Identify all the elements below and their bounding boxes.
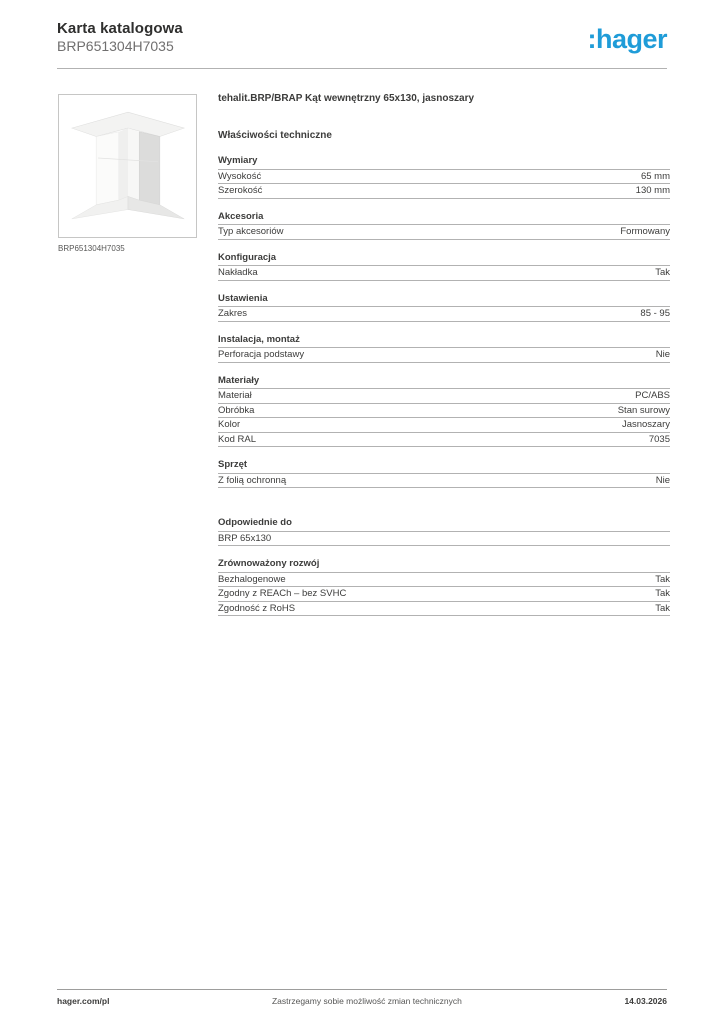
- spec-label: BRP 65x130: [218, 532, 272, 544]
- spec-section-title: Odpowiednie do: [218, 518, 670, 532]
- spec-section-title: Ustawienia: [218, 294, 670, 308]
- spec-rows: [218, 389, 670, 447]
- spec-value: Stan surowy: [617, 404, 670, 416]
- spec-section: [218, 212, 670, 240]
- spec-value: 85 - 95: [640, 308, 670, 319]
- footer: [57, 989, 667, 1006]
- spec-label: Perforacja podstawy: [218, 349, 305, 360]
- spec-rows: [218, 532, 670, 547]
- spec-section-title: Akcesoria: [218, 212, 670, 226]
- spec-value: 65 mm: [640, 170, 670, 182]
- spec-label: Zakres: [218, 308, 248, 319]
- spec-section-title: Wymiary: [218, 156, 670, 170]
- spec-row: [218, 587, 670, 602]
- spec-section: [218, 460, 670, 488]
- footer-disclaimer: Zastrzegamy sobie możliwość zmian technicznych: [271, 996, 462, 1006]
- spec-section: [218, 335, 670, 363]
- spec-rows: [218, 307, 670, 322]
- spec-rows: [218, 474, 670, 489]
- header-divider: [57, 68, 667, 69]
- spec-row: [218, 418, 670, 433]
- spec-label: Wysokość: [218, 170, 262, 182]
- spec-section: [218, 376, 670, 448]
- spec-value: Nie: [655, 349, 670, 360]
- spec-label: Obróbka: [218, 404, 255, 416]
- spec-value: Tak: [655, 602, 670, 614]
- spec-row: [218, 170, 670, 185]
- spec-label: Bezhalogenowe: [218, 573, 286, 585]
- spec-sections: [218, 156, 670, 616]
- product-reference: BRP651304H7035: [57, 38, 174, 54]
- spec-section: [218, 518, 670, 546]
- spec-row: [218, 389, 670, 404]
- product-title: tehalit.BRP/BRAP Kąt wewnętrzny 65x130, jasnoszary: [218, 93, 475, 104]
- spec-label: Kod RAL: [218, 433, 257, 445]
- spec-value: Tak: [655, 573, 670, 585]
- spec-value: 7035: [648, 433, 670, 445]
- spec-row: [218, 433, 670, 448]
- spec-row: [218, 602, 670, 617]
- spec-section-title: Instalacja, montaż: [218, 335, 670, 349]
- header-titles: [57, 20, 183, 55]
- spec-row: [218, 404, 670, 419]
- spec-row: [218, 307, 670, 322]
- corner-piece-illustration: [64, 100, 192, 232]
- spec-row: [218, 532, 670, 547]
- spec-section: [218, 294, 670, 322]
- spec-value: PC/ABS: [635, 390, 670, 401]
- spec-section-title: Zrównoważony rozwój: [218, 559, 670, 573]
- spec-value: Tak: [655, 588, 670, 599]
- spec-value: Formowany: [620, 226, 670, 237]
- tech-properties-heading: Właściwości techniczne: [218, 130, 332, 141]
- footer-website-link[interactable]: hager.com/pl: [57, 996, 110, 1006]
- spec-section-title: Sprzęt: [218, 460, 670, 474]
- spec-row: [218, 184, 670, 199]
- spec-label: Szerokość: [218, 185, 263, 196]
- spec-row: [218, 348, 670, 363]
- spec-section: [218, 559, 670, 616]
- spec-section: [218, 253, 670, 281]
- spec-row: [218, 573, 670, 588]
- doc-type-title: Karta katalogowa: [57, 20, 183, 37]
- spec-section: [218, 156, 670, 199]
- spec-rows: [218, 170, 670, 199]
- spec-value: Nie: [655, 474, 670, 486]
- spec-rows: [218, 348, 670, 363]
- spec-section-title: Konfiguracja: [218, 253, 670, 267]
- spec-value: Tak: [655, 267, 670, 278]
- header: [57, 20, 667, 55]
- spec-value: 130 mm: [635, 185, 670, 196]
- spec-rows: [218, 266, 670, 281]
- hager-logo: :hager: [587, 24, 667, 54]
- product-image-caption: BRP651304H7035: [58, 244, 125, 253]
- spec-label: Zgodność z RoHS: [218, 602, 296, 614]
- spec-content: [218, 93, 670, 616]
- spec-label: Typ akcesoriów: [218, 226, 284, 237]
- spec-row: [218, 474, 670, 489]
- product-image-frame: [58, 94, 197, 238]
- spec-rows: [218, 573, 670, 617]
- footer-date: 14.03.2026: [624, 996, 667, 1006]
- spec-value: Jasnoszary: [621, 419, 670, 430]
- spec-row: [218, 225, 670, 240]
- spec-label: Nakładka: [218, 267, 258, 278]
- spec-label: Materiał: [218, 390, 252, 401]
- spec-section-title: Materiały: [218, 376, 670, 390]
- spec-row: [218, 266, 670, 281]
- spec-label: Zgodny z REACh – bez SVHC: [218, 588, 347, 599]
- spec-rows: [218, 225, 670, 240]
- spec-label: Kolor: [218, 419, 241, 430]
- spec-label: Z folią ochronną: [218, 474, 287, 486]
